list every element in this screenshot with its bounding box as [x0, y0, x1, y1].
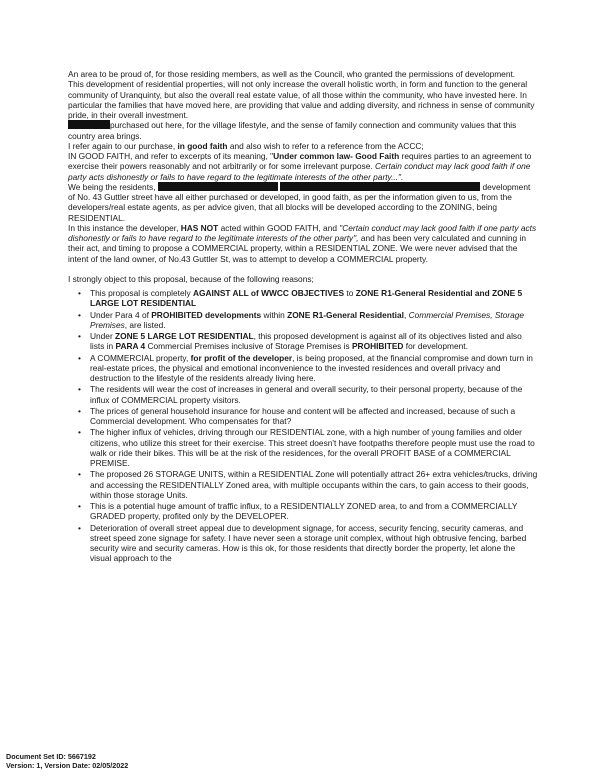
bold-text: PARA 4	[115, 341, 146, 352]
text-run: Under	[90, 331, 116, 341]
paragraph-text: purchased out here, for the village lifestyle, and the sense of family connection and community values that this country area brings.	[68, 120, 517, 141]
list-item: • The proposed 26 STORAGE UNITS, within a RESIDENTIAL Zone will potentially attract 26+ extra vehicles/trucks, driving and accessing the RESIDENTIALLY Zoned area, with multiple occupants within the cars, to gain access to their goods, within those storage Units.	[90, 469, 538, 500]
paragraph	[68, 141, 538, 151]
bold-text: ZONE R1-General Residential and ZONE 5 LARGE LOT RESIDENTIAL	[90, 288, 523, 309]
text-run: We being the residents,	[68, 181, 156, 192]
list-item: • The prices of general household insurance for house and content will be affected and increased, because of such a Commercial development. Who compensates for that?	[90, 406, 538, 427]
paragraph	[68, 182, 538, 223]
letter-body	[68, 69, 538, 565]
list-item: • This is a potential huge amount of traffic influx, to a RESIDENTIALLY ZONED area, to and from a COMMERCIALLY GRADED property, profited only by the DEVELOPER.	[90, 501, 538, 522]
bold-text: PROHIBITED developments	[151, 309, 262, 320]
paragraph: An area to be proud of, for those residing members, as well as the Council, who granted the permissions of development.	[68, 69, 516, 79]
bold-text: Under common law- Good Faith	[273, 151, 400, 161]
version-info: Version: 1, Version Date: 02/05/2022	[6, 761, 129, 770]
text-run: requires parties to an agreement to exercise their powers reasonably and not arbitrarily or for some irrelevant purpose.	[68, 151, 532, 172]
list-item	[90, 310, 538, 331]
bold-text: in good faith	[177, 140, 228, 151]
bold-text: for profit of the developer	[190, 352, 293, 363]
text-run: and also wish to refer to a reference from the ACCC;	[227, 140, 424, 151]
list-item	[90, 288, 538, 309]
text-run: This proposal is completely	[90, 288, 193, 298]
paragraph: I strongly object to this proposal, because of the following reasons;	[68, 273, 314, 284]
list-item: • Deterioration of overall street appeal due to development signage, for access, security fencing, security cameras, and street speed zone signage for safety. I have never seen a storage unit complex, without high obtrusive fencing, barbed security wire and security cameras. How is this ok, for those residents that directly border the property, let alone the visual approach to the	[90, 523, 538, 564]
text-run: within	[261, 309, 288, 320]
bold-text: HAS NOT	[180, 222, 219, 233]
text-run: development of No. 43 Guttler street have all either purchased or developed, in good faith, as per the information given to us, from the developers/real estate agents, as per advice given, that all blocks will be developed according to the ZONING, being RESIDENTIAL.	[68, 181, 531, 223]
text-run: to	[344, 288, 356, 298]
text-run: IN GOOD FAITH, and refer to excerpts of its meaning, "	[68, 151, 274, 161]
italic-text: "Certain conduct may lack good faith if one party acts dishonestly or fails to have regard to the legitimate interests of the other party",	[68, 222, 537, 243]
italic-text: Commercial Premises, Storage Premises	[90, 309, 525, 330]
italic-text: Certain conduct may lack good faith if one party acts dishonestly or fails to have regard to the legitimate interests of the other party...".	[68, 161, 531, 182]
list-item: • The residents will wear the cost of increases in general and overall security, to their personal property, because of the influx of COMMERCIAL property visitors.	[90, 384, 538, 405]
text-run: I refer again to our purchase,	[68, 140, 178, 151]
document-set-id: Document Set ID: 5667192	[6, 752, 96, 761]
text-run: and has been very calculated and cunning in their act, and timing to propose a COMMERCIAL property, within a RESIDENTIAL ZONE. We were never advised that the intent of the land owner, of No.43 Guttler St, was to attempt to develop a COMMERCIAL property.	[68, 233, 526, 264]
paragraph: This development of residential properties, will not only increase the overall holistic worth, in form and function to the general community of Uranquinty, but also the overall real estate value, of all those within the community, who have invested here. In particular the families that have moved here, are providing that value and adding diversity, and richness in sense of community pride, in their overall investment.	[68, 79, 535, 120]
text-run: A COMMERCIAL property,	[90, 352, 191, 363]
redaction-block	[68, 120, 110, 129]
text-run: Under Para 4 of	[90, 309, 152, 320]
text-run: ,	[403, 309, 409, 320]
bold-text: ZONE 5 LARGE LOT RESIDENTIAL	[115, 331, 254, 341]
text-run: , are listed.	[124, 319, 166, 330]
redaction-block	[158, 182, 278, 191]
paragraph	[68, 223, 538, 264]
list-item	[90, 331, 538, 352]
bold-text: AGAINST ALL of WWCC OBJECTIVES	[192, 288, 345, 298]
text-run: for development.	[403, 341, 468, 352]
text-run: Commercial Premises inclusive of Storage Premises is	[145, 341, 352, 352]
bold-text: ZONE R1-General Residential	[287, 309, 404, 320]
document-footer	[6, 752, 128, 770]
list-item	[90, 353, 538, 384]
paragraph	[68, 120, 538, 141]
text-run: , is being proposed, at the financial compromise and down turn in real-estate prices, the physical and emotional inconvenience to the invested residences and overall privacy and destruction to the lifestyle of the residents already living here.	[90, 352, 533, 383]
paragraph	[68, 151, 538, 182]
text-run: In this instance the developer,	[68, 222, 181, 233]
redaction-block	[280, 182, 480, 191]
text-run: acted within GOOD FAITH, and	[218, 222, 340, 233]
text-run: , this proposed development is against all of its objectives listed and also lists in	[90, 331, 522, 352]
bold-text: PROHIBITED	[351, 341, 404, 352]
list-item: • The higher influx of vehicles, driving through our RESIDENTIAL zone, with a high number of young families and older citizens, who utilize this street for their exercise. This street doesn't have footpaths therefore people must use the road to walk or ride their bikes. This will be at the risk of the residences, for the overall PROFIT BASE of a COMMERCIAL PREMISE.	[90, 427, 538, 468]
objection-list	[68, 288, 538, 564]
